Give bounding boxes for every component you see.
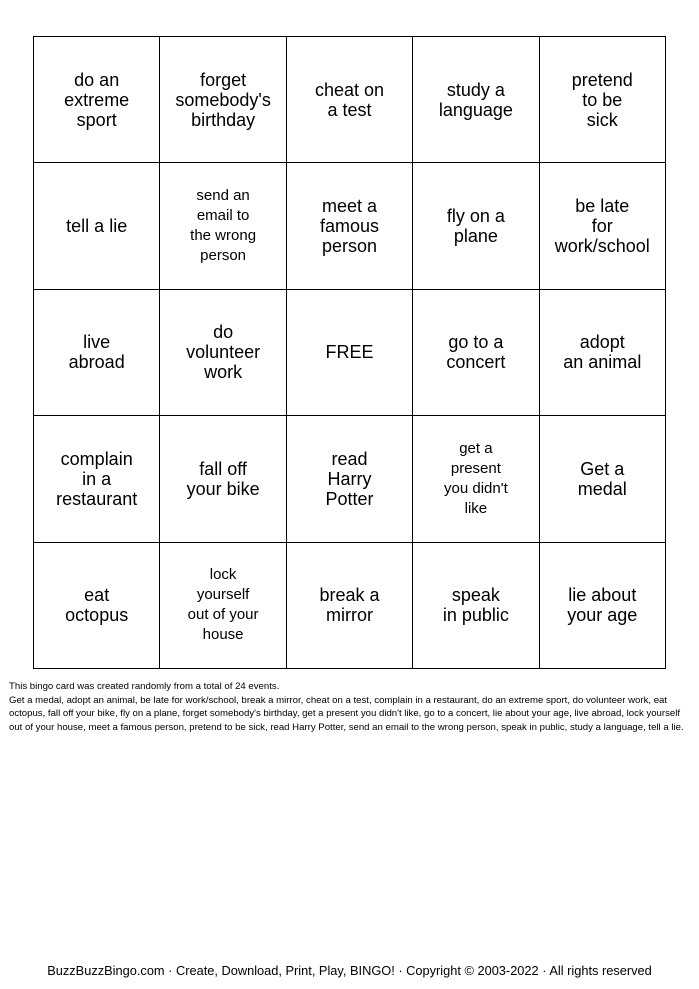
card-footnote [9,680,689,734]
bingo-cell: send an email to the wrong person [160,163,286,289]
bingo-free-cell: FREE [287,290,413,416]
bingo-cell: speak in public [413,543,539,669]
bingo-cell: forget somebody's birthday [160,37,286,163]
bingo-cell: lock yourself out of your house [160,543,286,669]
page-footer: BuzzBuzzBingo.com · Create, Download, Print, Play, BINGO! · Copyright © 2003-2022 · All rights reserved [47,963,652,978]
bingo-cell: read Harry Potter [287,416,413,542]
bingo-cell: go to a concert [413,290,539,416]
bingo-cell: cheat on a test [287,37,413,163]
bingo-cell: Get a medal [540,416,666,542]
bingo-cell: study a language [413,37,539,163]
bingo-cell: live abroad [34,290,160,416]
bingo-cell: break a mirror [287,543,413,669]
bingo-cell: lie about your age [540,543,666,669]
bingo-cell: do an extreme sport [34,37,160,163]
footnote-events-list: Get a medal, adopt an animal, be late for work/school, break a mirror, cheat on a test, complain in a restaurant, do an extreme sport, do volunteer work, eat octopus, fall off your bike, fly on a plane, forget somebody's birthday, get a present you didn't like, go to a concert, lie about your age, live abroad, lock yourself out of your house, meet a famous person, pretend to be sick, read Harry Potter, send an email to the wrong person, speak in public, study a language, tell a lie. [9,694,684,733]
bingo-cell: get a present you didn't like [413,416,539,542]
bingo-cell: pretend to be sick [540,37,666,163]
bingo-cell: tell a lie [34,163,160,289]
bingo-cell: adopt an animal [540,290,666,416]
bingo-cell: be late for work/school [540,163,666,289]
bingo-cell: meet a famous person [287,163,413,289]
bingo-cell: eat octopus [34,543,160,669]
bingo-cell: fly on a plane [413,163,539,289]
footnote-intro: This bingo card was created randomly from a total of 24 events. [9,681,280,692]
bingo-cell: complain in a restaurant [34,416,160,542]
bingo-cell: fall off your bike [160,416,286,542]
bingo-cell: do volunteer work [160,290,286,416]
bingo-card-grid [33,36,666,669]
